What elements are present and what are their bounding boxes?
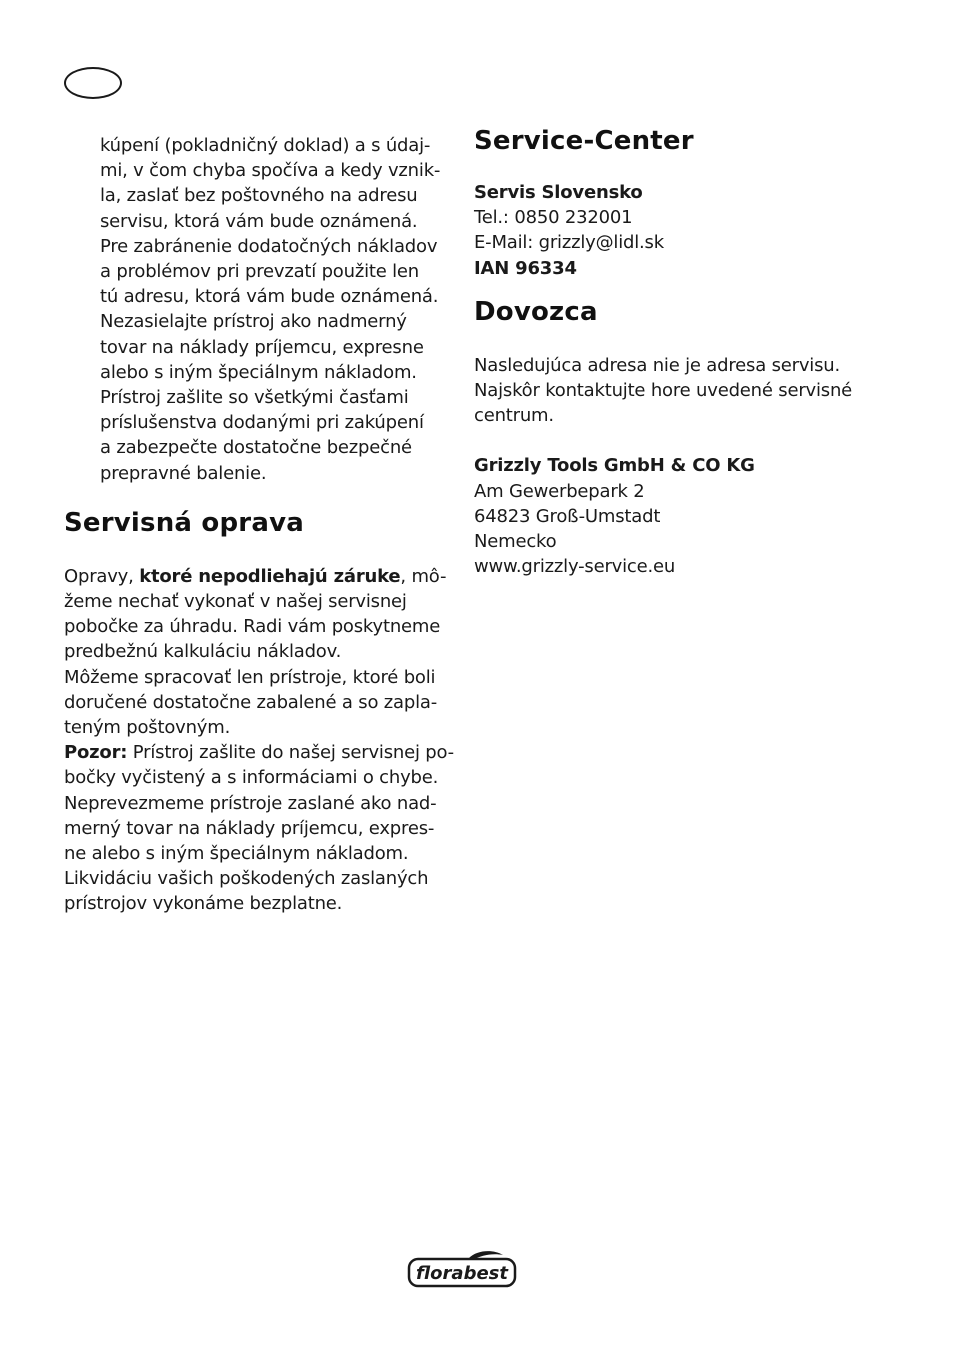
text-line: merný tovar na náklady príjemcu, expres-: [64, 817, 435, 839]
text-line: bočky vyčistený a s informáciami o chybe.: [64, 767, 439, 789]
text-line: prepravné balenie.: [100, 462, 267, 484]
text-line: Môžeme spracovať len prístroje, ktoré boli: [64, 666, 436, 688]
service-center-heading: Service-Center: [474, 126, 694, 156]
text-line: kúpení (pokladničný doklad) a s údaj-: [100, 135, 431, 156]
service-name: Servis Slovensko: [474, 182, 643, 203]
address-line: Nemecko: [474, 531, 557, 553]
language-badge: [64, 67, 122, 99]
text-line: la, zaslať bez poštovného na adresu: [100, 185, 418, 207]
text-line: Neprevezmeme prístroje zaslané ako nad-: [64, 792, 437, 814]
florabest-logo: [407, 1250, 517, 1288]
address-line: Am Gewerbepark 2: [474, 480, 645, 502]
service-phone: Tel.: 0850 232001: [474, 207, 633, 229]
svg-text:florabest: florabest: [416, 1263, 508, 1284]
importer-heading: Dovozca: [474, 296, 598, 327]
text-line: Pozor: Prístroj zašlite do našej servisnej po-: [64, 742, 454, 764]
website-link[interactable]: www.grizzly-service.eu: [474, 556, 676, 578]
text-line: Najskôr kontaktujte hore uvedené servisné: [474, 380, 853, 402]
text-line: tú adresu, ktorá vám bude oznámená.: [100, 286, 439, 308]
text-line: pobočke za úhradu. Radi vám poskytneme: [64, 616, 441, 638]
text-line: ne alebo s iným špeciálnym nákladom.: [64, 843, 409, 865]
service-contact: [474, 180, 874, 281]
text-line: Opravy, ktoré nepodliehajú záruke, mô-: [64, 565, 447, 587]
text-line: predbežnú kalkuláciu nákladov.: [64, 641, 342, 663]
company-name: Grizzly Tools GmbH & CO KG: [474, 455, 755, 477]
importer-note: [474, 353, 874, 429]
left-column: [64, 133, 454, 917]
text-line: Likvidáciu vašich poškodených zaslaných: [64, 868, 429, 890]
repair-heading: Servisná oprava: [64, 507, 304, 538]
intro-paragraph: [100, 133, 454, 486]
ian-number: IAN 96334: [474, 257, 577, 279]
text-line: príslušenstva dodanými pri zakúpení: [100, 412, 424, 434]
right-column: [474, 126, 874, 579]
text-line: mi, v čom chyba spočíva a kedy vznik-: [100, 160, 441, 182]
text-line: servisu, ktorá vám bude oznámená.: [100, 210, 418, 232]
text-line: Pre zabránenie dodatočných nákladov: [100, 235, 438, 257]
text-line: teným poštovným.: [64, 717, 231, 739]
text-line: alebo s iným špeciálnym nákladom.: [100, 361, 417, 383]
text-line: Nezasielajte prístroj ako nadmerný: [100, 311, 407, 333]
text-line: centrum.: [474, 405, 554, 427]
repair-paragraph: [64, 564, 454, 917]
text-line: a zabezpečte dostatočne bezpečné: [100, 437, 412, 459]
text-line: a problémov pri prevzatí použite len: [100, 261, 420, 283]
text-line: prístrojov vykonáme bezplatne.: [64, 893, 343, 915]
importer-address: [474, 453, 874, 579]
text-line: tovar na náklady príjemcu, expresne: [100, 336, 424, 358]
text-line: žeme nechať vykonať v našej servisnej: [64, 591, 407, 613]
text-line: Prístroj zašlite so všetkými časťami: [100, 387, 409, 409]
service-email: E-Mail: grizzly@lidl.sk: [474, 232, 664, 254]
text-line: doručené dostatočne zabalené a so zapla-: [64, 691, 438, 713]
text-line: Nasledujúca adresa nie je adresa servisu.: [474, 354, 840, 376]
address-line: 64823 Groß-Umstadt: [474, 505, 661, 527]
